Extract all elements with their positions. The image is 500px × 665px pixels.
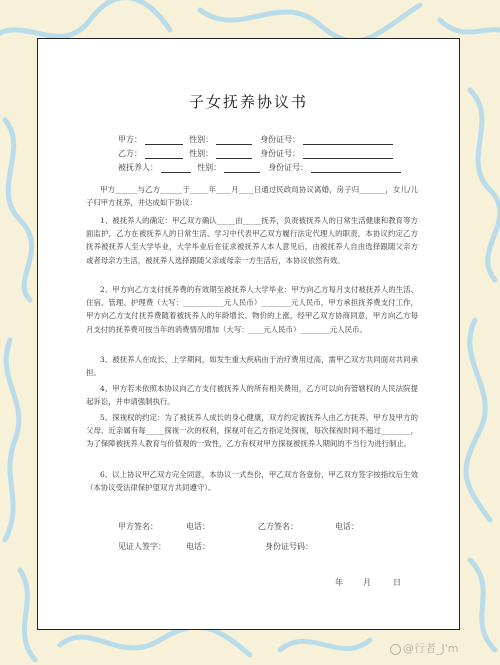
party-a-gender-blank xyxy=(216,136,252,145)
party-a-label: 甲方： xyxy=(118,135,142,144)
clause-5-text: 5、探视权的约定：为了被抚养人成长的身心健康，双方约定被抚养人由乙方抚养，甲方及甲方的父母、近亲属有每_____探视一次的权利，探视可在乙方指定处探视，每次探视时间不超过________，为了保障被抚养人教育与价值观的一致性，乙方有权对甲方探视被抚养人期间的不当行为进行制止。 xyxy=(86,413,418,449)
child-row xyxy=(118,162,401,173)
child-id-label: 身份证号： xyxy=(268,163,309,172)
party-b-id-label: 身份证号： xyxy=(260,149,301,158)
party-b-label: 乙方： xyxy=(118,149,142,158)
party-a-id-label: 身份证号： xyxy=(260,135,301,144)
watermark xyxy=(390,640,458,656)
clause-2-text: 2、甲方向乙方支付抚养费的有效期至被抚养人大学毕业：甲方向乙方每月支付被抚养人的生活、住宿、管理、护理费（大写：___________元人民币）________元人民币，甲方承担抚养费支付工作，甲方向乙方支付抚养费随着被抚养人的年龄增长、物价的上涨，经甲乙双方协商同意，甲方向乙方每月支付的抚养费可按当年的消费情况增加（大写：____元人民币）________元人民币。 xyxy=(86,285,418,334)
party-a-id-blank xyxy=(303,136,393,145)
party-a-gender-label: 性别： xyxy=(189,135,214,144)
party-a-signature: 甲方签名： xyxy=(118,522,158,531)
child-label: 被抚养人： xyxy=(118,163,158,172)
watermark-logo-icon xyxy=(390,644,401,655)
clause-6-text: 6、以上协议甲乙双方完全同意，本协议一式叁份，甲乙双方各壹份，甲乙双方签字按指纹后生效（本协议受法律保护望双方共同遵守）。 xyxy=(86,470,418,493)
witness-signature: 见证人签字： xyxy=(118,542,166,551)
agreement-paper xyxy=(37,38,460,630)
party-b-id-blank xyxy=(303,150,393,159)
child-id-blank xyxy=(311,164,401,173)
clause-4 xyxy=(86,382,418,408)
party-a-row xyxy=(118,134,393,145)
child-gender-label: 性别： xyxy=(197,163,222,172)
clause-5 xyxy=(86,411,418,451)
party-a-name-blank xyxy=(145,136,183,145)
party-b-phone: 电话： xyxy=(335,522,359,531)
clause-3-text: 3、被抚养人在成长、上学期间，如发生重大疾病由于治疗费用过高，需甲乙双方共同面对共同承担。 xyxy=(86,355,418,378)
clause-4-text: 4、甲方若未依照本协议向乙方支付被抚养人的所有相关费用，乙方可以向有管辖权的人民法院提起诉讼，并申请强制执行。 xyxy=(86,384,418,407)
clause-2 xyxy=(86,283,418,336)
child-name-blank xyxy=(161,164,191,173)
clause-1 xyxy=(86,214,418,267)
party-b-signature: 乙方签名： xyxy=(258,522,298,531)
watermark-text: @行者_J'm xyxy=(403,642,459,655)
intro-text: 甲方______与乙方______于_____年____月____日通过民政局协议离婚，房子归_______，女儿/儿子归甲方抚养，并达成如下协议： xyxy=(86,185,418,208)
party-a-phone: 电话： xyxy=(186,522,210,531)
clause-1-text: 1、被抚养人的确定：甲乙双方确认_____由_____抚养，负责被抚养人的日常生活健康和教育等方面监护，乙方在被抚养人的日常生活、学习中代表甲乙双方履行法定代理人的职责，本协议约定乙方抚养被抚养人至大学毕业，大学毕业后在征求被抚养人本人意见后，由被抚养人自由选择跟随父亲方或者母亲方生活，被抚养人选择跟随父亲或母亲一方生活后，本协议依然有效。 xyxy=(86,216,418,265)
clause-6 xyxy=(86,468,418,494)
party-b-gender-label: 性别： xyxy=(189,149,214,158)
date-day: 日 xyxy=(393,578,401,587)
party-b-row xyxy=(118,148,393,159)
document-title: 子女抚养协议书 xyxy=(188,93,308,111)
date-year: 年 xyxy=(335,578,343,587)
witness-phone: 电话： xyxy=(186,542,210,551)
party-b-gender-blank xyxy=(216,150,252,159)
party-b-name-blank xyxy=(145,150,183,159)
witness-id-number: 身份证号码： xyxy=(265,542,313,551)
child-gender-blank xyxy=(224,164,260,173)
intro-paragraph xyxy=(86,183,418,209)
date-month: 月 xyxy=(363,578,371,587)
clause-3 xyxy=(86,353,418,379)
